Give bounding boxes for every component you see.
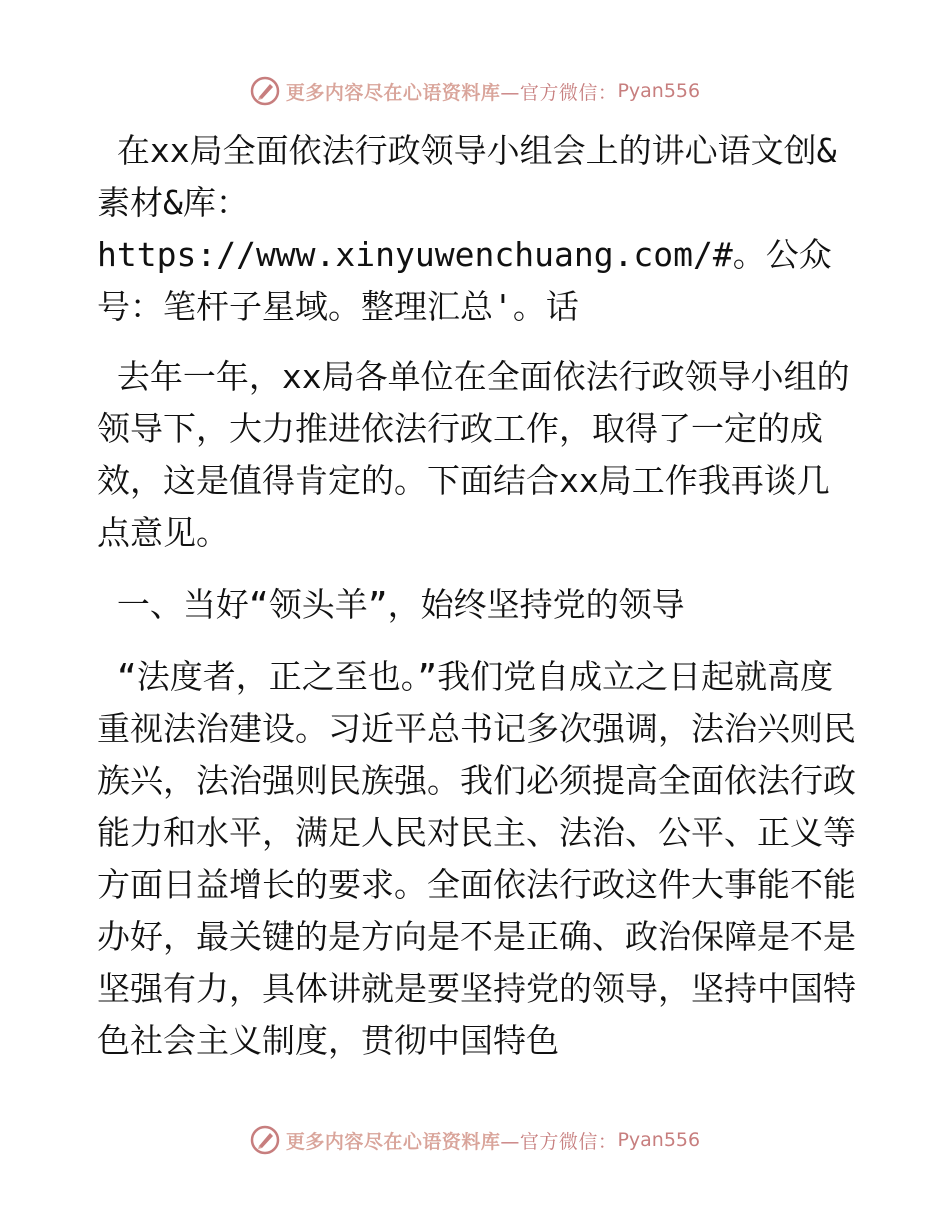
watermark-dash-text: —官方微信： — [500, 1130, 618, 1153]
watermark-id-text: Pyan556 — [617, 1129, 701, 1151]
paragraph-1: 去年一年，xx局各单位在全面依法行政领导小组的领导下，大力推进依法行政工作，取得了一定的成效，这是值得肯定的。下面结合xx局工作我再谈几点意见。 — [97, 357, 850, 552]
watermark-dash-text: —官方微信： — [500, 81, 618, 104]
pen-circle-logo-icon — [250, 76, 280, 106]
watermark-main-text: 更多内容尽在心语资料库 — [285, 81, 501, 104]
watermark-header — [0, 71, 950, 111]
watermark-main-text: 更多内容尽在心语资料库 — [285, 1130, 501, 1153]
document-title: 在xx局全面依法行政领导小组会上的讲心语文创&素材&库：https://www.xinyuwenchuang.com/#。公众号：笔杆子星域。整理汇总'。话 — [97, 131, 837, 326]
pen-circle-logo-icon — [250, 1125, 280, 1155]
watermark-id-text: Pyan556 — [617, 80, 701, 102]
document-body — [97, 125, 857, 1087]
watermark-footer — [0, 1120, 950, 1160]
paragraph-2: “法度者，正之至也。”我们党自成立之日起就高度重视法治建设。习近平总书记多次强调，法治兴则民族兴，法治强则民族强。我们必须提高全面依法行政能力和水平，满足人民对民主、法治、公平、正义等方面日益增长的要求。全面依法行政这件大事能不能办好，最关键的是方向是不是正确、政治保障是不是坚强有力，具体讲就是要坚持党的领导，坚持中国特色社会主义制度，贯彻中国特色 — [97, 657, 856, 1060]
section-heading-1: 一、当好“领头羊”，始终坚持党的领导 — [97, 585, 685, 624]
